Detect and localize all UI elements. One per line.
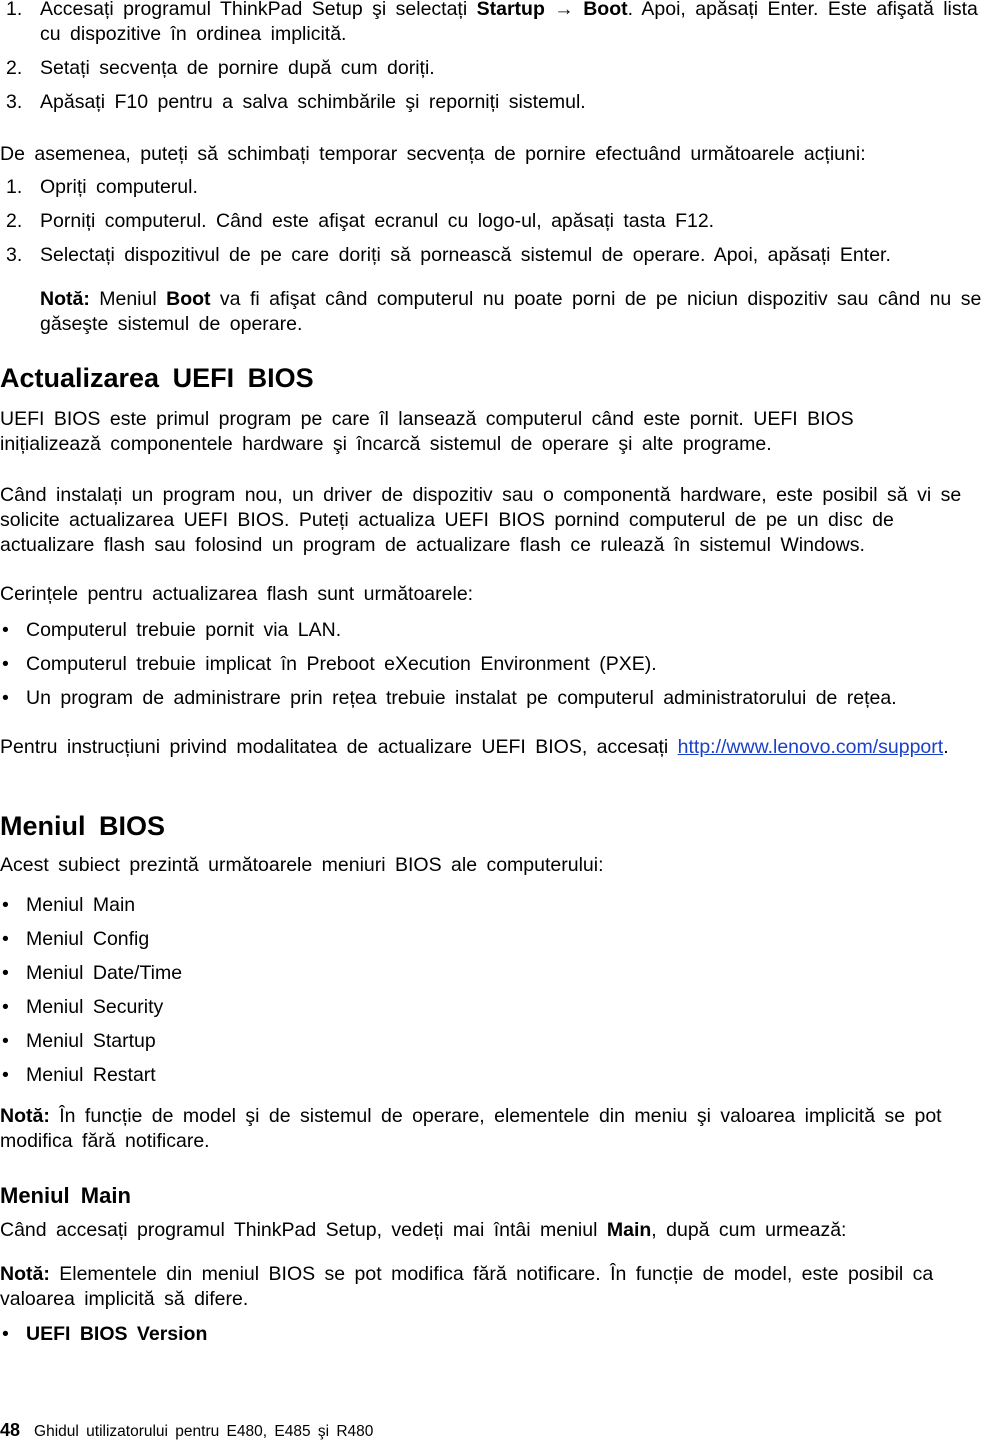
list-item [0, 175, 1000, 200]
list-item [0, 995, 1000, 1020]
uefi-paragraph-1: UEFI BIOS este primul program pe care îl lansează computerul când este pornit. UEFI BIOS inițializează componentele hardware şi încarcă sistemul de operare şi alte programe. [0, 408, 854, 455]
step-text: Setați secvența de pornire după cum doriți. [40, 57, 435, 79]
list-item-text: Meniul Main [26, 894, 136, 916]
flash-requirements-list [0, 618, 1000, 720]
temp-boot-steps-list [0, 175, 1000, 268]
main-label: Main [606, 1219, 652, 1241]
arrow-icon: → [554, 0, 574, 20]
lenovo-support-link[interactable]: http://www.lenovo.com/support [677, 736, 944, 758]
note-text: Meniul [89, 288, 167, 310]
boot-label: Boot [166, 288, 211, 310]
bullet-icon: • [2, 996, 9, 1018]
bullet-icon: • [2, 653, 9, 675]
list-item [0, 1029, 1000, 1054]
list-item-text: Un program de administrare prin rețea trebuie instalat pe computerul administratorului de rețea. [26, 687, 897, 709]
list-item [0, 1322, 1000, 1347]
list-item [0, 618, 1000, 643]
bullet-icon: • [2, 962, 9, 984]
uefi-paragraph-2: Când instalați un program nou, un driver de dispozitiv sau o componentă hardware, este posibil să vi se solicite actualizarea UEFI BIOS. Puteți actualiza UEFI BIOS pornind computerul de pe un disc de actualizare flash sau folosind un program de actualizare flash ce rulează în sistemul Windows. [0, 484, 962, 556]
list-item-text: Meniul Startup [26, 1030, 156, 1052]
list-item [0, 0, 1000, 47]
step-number: 1. [6, 0, 23, 20]
bios-menu-note [0, 1104, 990, 1154]
main-menu-note [0, 1262, 990, 1312]
list-item [0, 90, 1000, 115]
section-title-bios-menu: Meniul BIOS [0, 811, 166, 841]
bullet-icon: • [2, 1323, 9, 1345]
bullet-icon: • [2, 1030, 9, 1052]
step-text: Accesați programul ThinkPad Setup şi selectați [40, 0, 477, 20]
list-item [0, 893, 1000, 918]
paragraph-text: , după cum urmează: [651, 1219, 847, 1241]
note-text: În funcție de model şi de sistemul de operare, elementele din meniu şi valoarea implicită se pot modifica fără notificare. [0, 1105, 942, 1152]
page-number: 48 [0, 1420, 21, 1440]
list-item [0, 209, 1000, 234]
step-text: Porniți computerul. Când este afişat ecranul cu logo-ul, apăsați tasta F12. [40, 210, 715, 232]
step-text: Selectați dispozitivul de pe care doriți să pornească sistemul de operare. Apoi, apăsați Enter. [40, 244, 891, 266]
paragraph-text: . [943, 736, 949, 758]
list-item [0, 927, 1000, 952]
uefi-paragraph-3: Cerințele pentru actualizarea flash sunt următoarele: [0, 583, 474, 605]
list-item [0, 652, 1000, 677]
step-number: 2. [6, 57, 23, 79]
step-text: Apăsați F10 pentru a salva schimbările şi reporniți sistemul. [40, 91, 586, 113]
bios-menus-list [0, 893, 1000, 1097]
boot-note [0, 287, 1000, 337]
boot-label: Boot [583, 0, 628, 20]
bullet-icon: • [2, 928, 9, 950]
step-text: Opriți computerul. [40, 176, 198, 198]
boot-steps-list [0, 0, 1000, 115]
step-number: 2. [6, 210, 23, 232]
paragraph-text: Pentru instrucțiuni privind modalitatea de actualizare UEFI BIOS, accesați [0, 736, 678, 758]
step-number: 3. [6, 244, 23, 266]
bullet-icon: • [2, 894, 9, 916]
list-item-text: UEFI BIOS Version [26, 1323, 208, 1345]
step-text: . Apoi, apăsați Enter. Este afişată lista cu dispozitive în ordinea implicită. [40, 0, 978, 45]
footer-title: Ghidul utilizatorului pentru E480, E485 şi R480 [34, 1423, 374, 1440]
list-item-text: Meniul Restart [26, 1064, 156, 1086]
list-item-text: Computerul trebuie implicat în Preboot eXecution Environment (PXE). [26, 653, 657, 675]
list-item-text: Computerul trebuie pornit via LAN. [26, 619, 342, 641]
uefi-paragraph-4 [0, 735, 960, 760]
list-item-text: Meniul Security [26, 996, 164, 1018]
list-item [0, 243, 1000, 268]
list-item [0, 961, 1000, 986]
section-title-main-menu: Meniul Main [0, 1183, 131, 1208]
note-label: Notă: [0, 1263, 50, 1285]
note-label: Notă: [0, 1105, 50, 1127]
bullet-icon: • [2, 1064, 9, 1086]
main-menu-intro [0, 1218, 1000, 1243]
step-number: 1. [6, 176, 23, 198]
note-text: Elementele din meniul BIOS se pot modifica fără notificare. În funcție de model, este posibil ca valoarea implicită să difere. [0, 1263, 934, 1310]
list-item [0, 686, 1000, 711]
list-item [0, 1063, 1000, 1088]
step-number: 3. [6, 91, 23, 113]
list-item [0, 56, 1000, 81]
startup-label: Startup [476, 0, 545, 20]
bios-menu-intro: Acest subiect prezintă următoarele meniuri BIOS ale computerului: [0, 854, 604, 876]
section-title-uefi-update: Actualizarea UEFI BIOS [0, 363, 314, 393]
list-item-text: Meniul Date/Time [26, 962, 183, 984]
intro-paragraph: De asemenea, puteți să schimbați temporar secvența de pornire efectuând următoarele acțiuni: [0, 143, 866, 165]
bullet-icon: • [2, 687, 9, 709]
page-footer [0, 1420, 373, 1442]
main-menu-items-list [0, 1322, 1000, 1347]
note-label: Notă: [40, 288, 90, 310]
paragraph-text: Când accesați programul ThinkPad Setup, vedeți mai întâi meniul [0, 1219, 607, 1241]
list-item-text: Meniul Config [26, 928, 150, 950]
bullet-icon: • [2, 619, 9, 641]
note-text: va fi afişat când computerul nu poate porni de pe niciun dispozitiv sau când nu se găseşte sistemul de operare. [40, 288, 982, 335]
